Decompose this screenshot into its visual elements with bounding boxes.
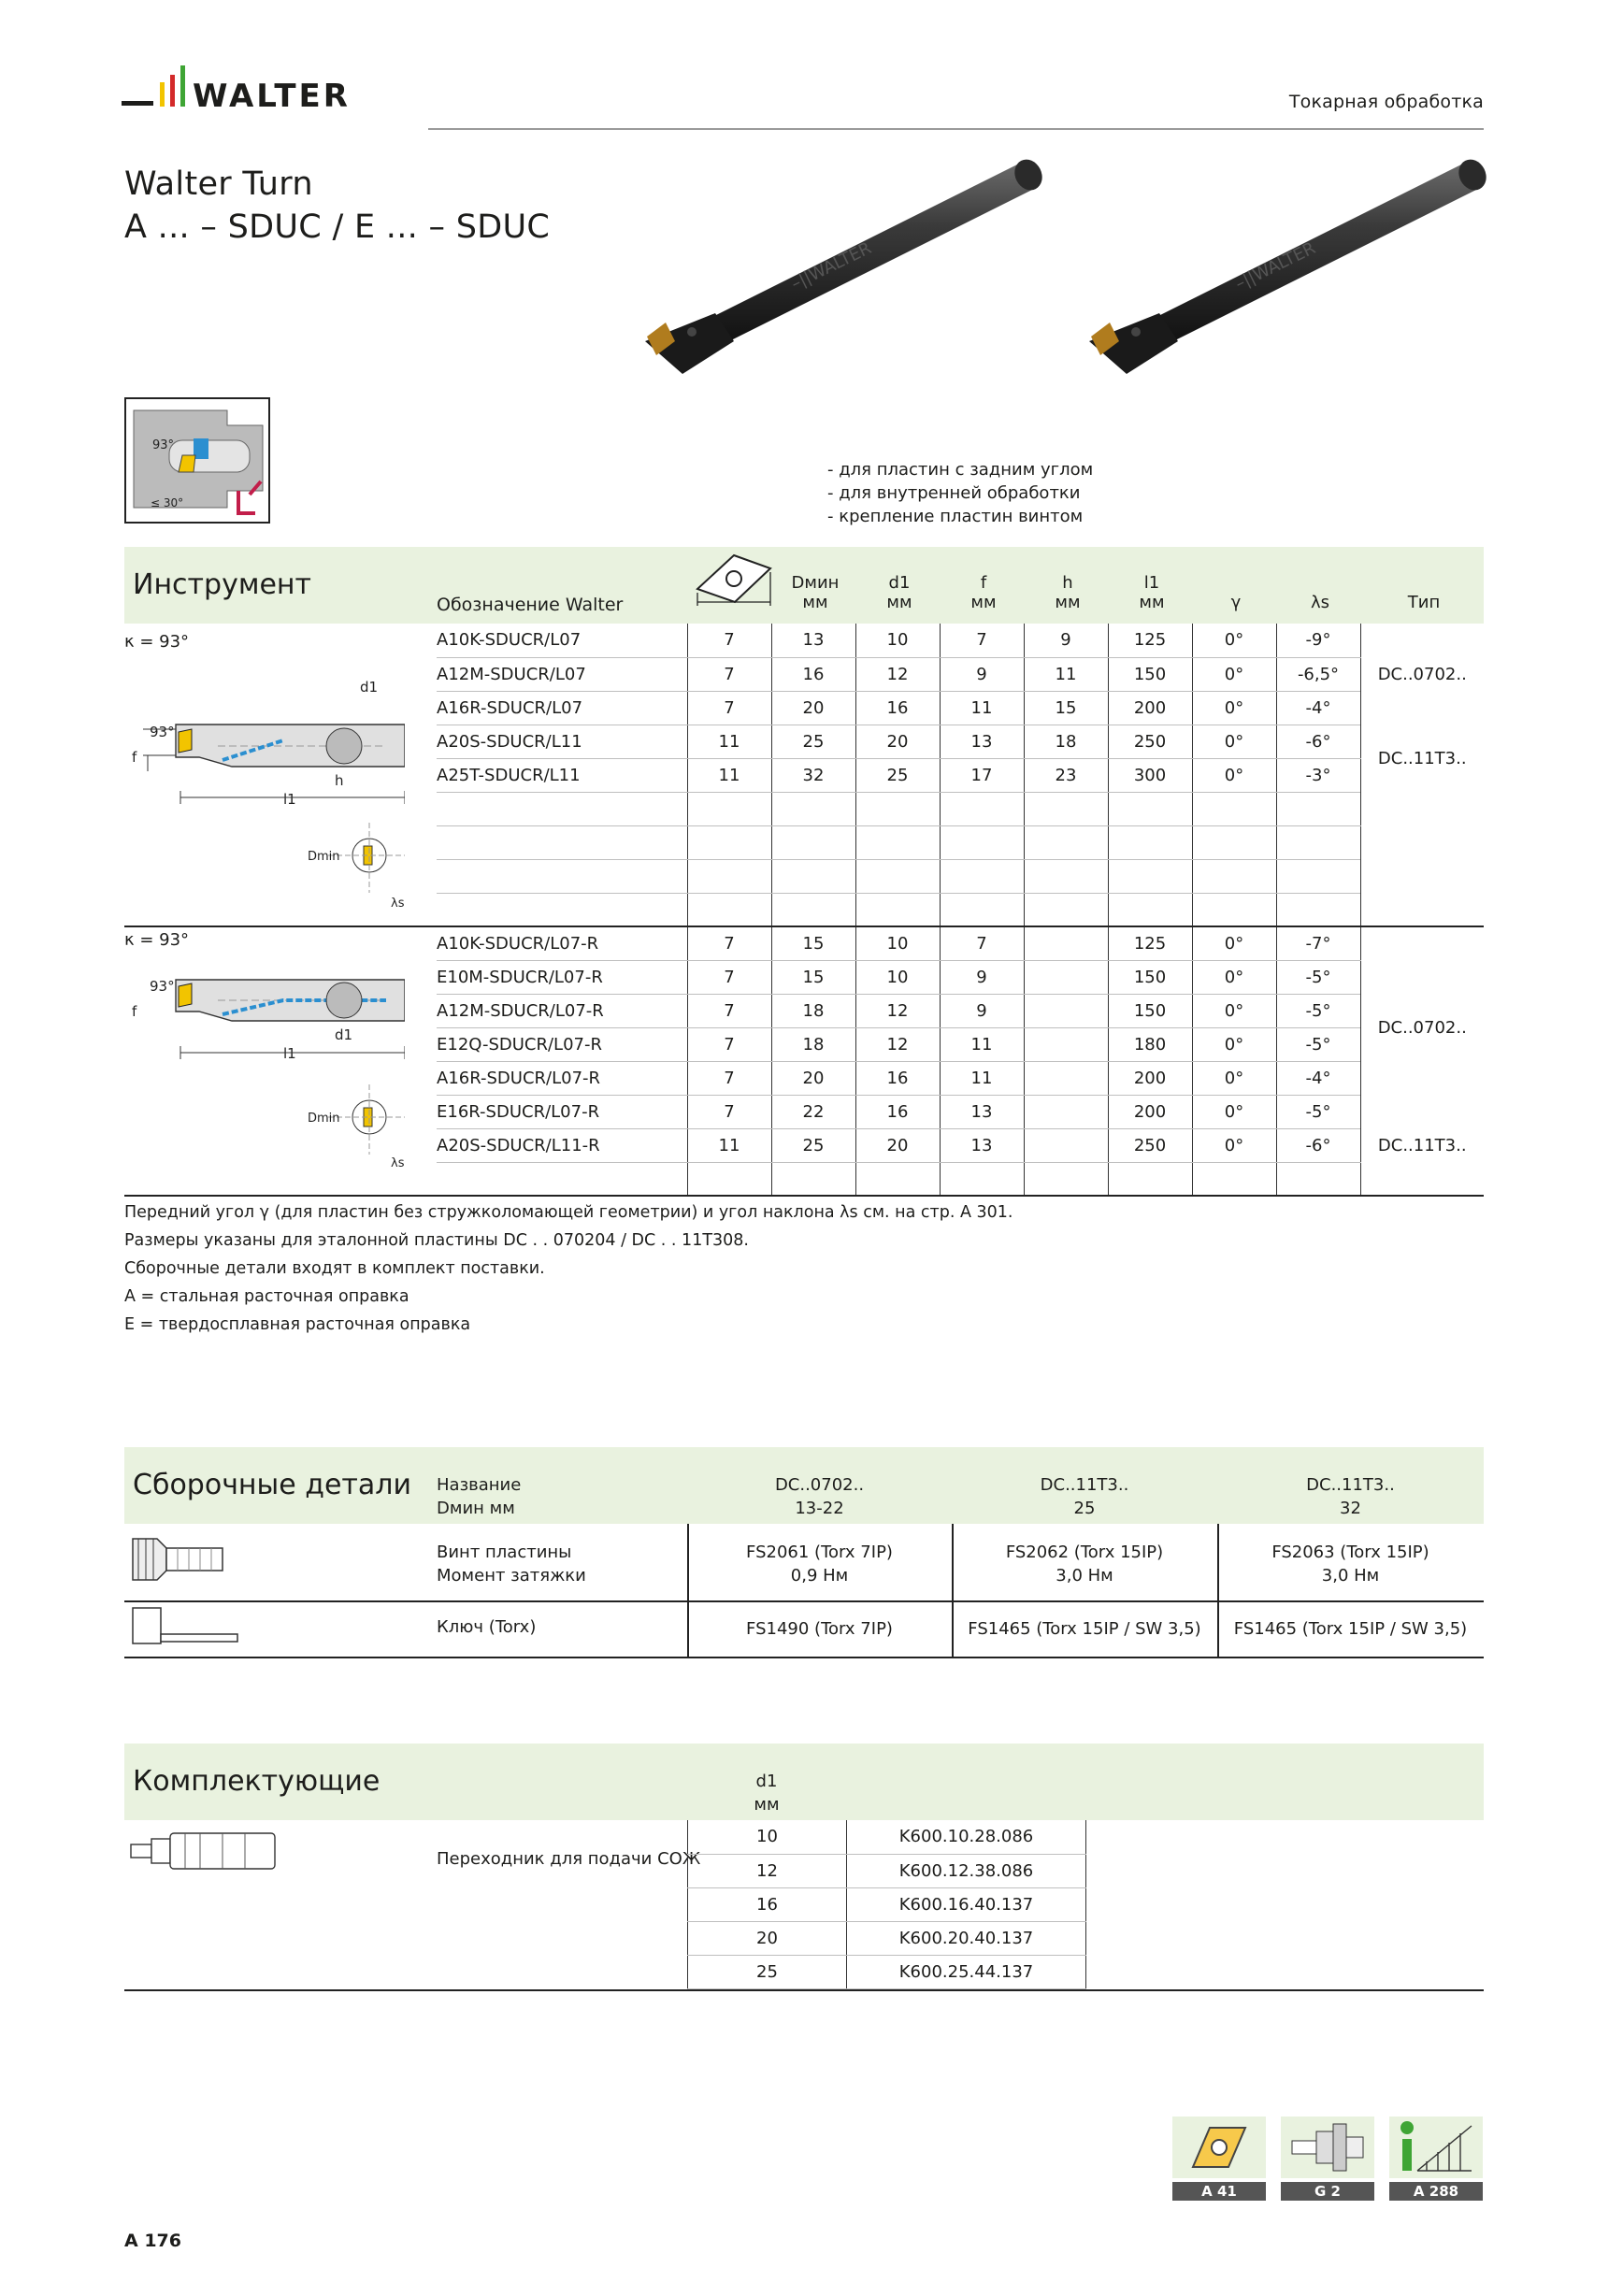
col-designation: Обозначение Walter bbox=[437, 595, 624, 615]
ins-cell bbox=[687, 859, 771, 893]
note-line: Размеры указаны для эталонной пластины DC . . 070204 / DC . . 11T308. bbox=[124, 1231, 749, 1250]
table-row bbox=[688, 1887, 1485, 1921]
designation-cell: A16R-SDUCR/L07-R bbox=[437, 1061, 687, 1095]
table-row bbox=[437, 825, 1484, 859]
f-cell: 13 bbox=[940, 725, 1024, 758]
l1-cell: 250 bbox=[1108, 1128, 1192, 1162]
insert-ref-icon bbox=[1172, 2117, 1266, 2178]
ls-cell: -9° bbox=[1276, 624, 1360, 657]
assembly-cell: 3,0 Нм bbox=[1321, 1566, 1380, 1586]
svg-text:–||WALTER: –||WALTER bbox=[1231, 237, 1319, 294]
h-cell: 18 bbox=[1024, 725, 1108, 758]
col-lambda: λs bbox=[1310, 593, 1330, 612]
dmin-cell: 18 bbox=[771, 994, 855, 1027]
designation-cell: E10M-SDUCR/L07-R bbox=[437, 960, 687, 994]
h-cell bbox=[1024, 1095, 1108, 1128]
l1-cell bbox=[1108, 893, 1192, 926]
dmin-cell: 15 bbox=[771, 926, 855, 960]
svg-text:93°: 93° bbox=[150, 724, 175, 740]
g-cell bbox=[1192, 792, 1276, 825]
note-line: Передний угол γ (для пластин без стружколомающей геометрии) и угол наклона λs см. на стр. А 301. bbox=[124, 1203, 1013, 1222]
designation-cell: A20S-SDUCR/L11 bbox=[437, 725, 687, 758]
svg-text:93°: 93° bbox=[152, 438, 175, 452]
h-cell bbox=[1024, 994, 1108, 1027]
instrument-table-group2 bbox=[437, 926, 1484, 1197]
dmin-cell bbox=[771, 859, 855, 893]
table-row bbox=[437, 1061, 1484, 1095]
page-number: A 176 bbox=[124, 2231, 181, 2251]
svg-text:Dmin: Dmin bbox=[308, 1112, 340, 1126]
table-bottom-rule bbox=[124, 1195, 1484, 1197]
f-cell: 7 bbox=[940, 624, 1024, 657]
assembly-col-type: DC..11T3.. bbox=[1306, 1475, 1395, 1495]
dmin-cell: 13 bbox=[771, 624, 855, 657]
tool-photo-steel-bar bbox=[626, 150, 1047, 383]
table-row bbox=[688, 1921, 1485, 1955]
ls-cell: -4° bbox=[1276, 691, 1360, 725]
l1-cell: 125 bbox=[1108, 624, 1192, 657]
dmin-cell bbox=[771, 1162, 855, 1196]
g-cell: 0° bbox=[1192, 994, 1276, 1027]
ls-cell: -5° bbox=[1276, 1095, 1360, 1128]
g-cell: 0° bbox=[1192, 1095, 1276, 1128]
f-cell: 9 bbox=[940, 960, 1024, 994]
l1-cell: 180 bbox=[1108, 1027, 1192, 1061]
g-cell bbox=[1192, 825, 1276, 859]
f-cell bbox=[940, 859, 1024, 893]
ls-cell bbox=[1276, 859, 1360, 893]
assembly-col-dmin: Dмин мм bbox=[437, 1499, 515, 1518]
d1-cell: 16 bbox=[688, 1887, 847, 1921]
g-cell: 0° bbox=[1192, 926, 1276, 960]
assembly-col-range: 25 bbox=[1073, 1499, 1096, 1518]
kappa-label-2: κ = 93° bbox=[124, 930, 190, 950]
dmin-cell bbox=[771, 893, 855, 926]
tool-photo-carbide-bar bbox=[1070, 150, 1491, 383]
svg-text:h: h bbox=[335, 772, 344, 789]
ref-info-icon[interactable] bbox=[1389, 2117, 1483, 2200]
svg-text:l1: l1 bbox=[283, 1045, 296, 1062]
l1-cell: 150 bbox=[1108, 657, 1192, 691]
feature-line: - крепление пластин винтом bbox=[827, 507, 1084, 526]
ls-cell: -6,5° bbox=[1276, 657, 1360, 691]
d1-cell bbox=[855, 1162, 940, 1196]
dmin-cell: 16 bbox=[771, 657, 855, 691]
svg-text:Dmin: Dmin bbox=[308, 850, 340, 864]
ls-cell: -6° bbox=[1276, 725, 1360, 758]
type-cell bbox=[1360, 792, 1484, 926]
blank-cell bbox=[1086, 1921, 1485, 1955]
feature-line: - для пластин с задним углом bbox=[827, 460, 1094, 480]
d1-cell bbox=[855, 893, 940, 926]
note-line: A = стальная расточная оправка bbox=[124, 1287, 409, 1306]
assembly-cell: FS1490 (Torx 7IP) bbox=[746, 1619, 893, 1639]
ls-cell bbox=[1276, 893, 1360, 926]
note-line: E = твердосплавная расточная оправка bbox=[124, 1315, 471, 1334]
g-cell: 0° bbox=[1192, 691, 1276, 725]
designation-cell: A10K-SDUCR/L07-R bbox=[437, 926, 687, 960]
dmin-cell: 25 bbox=[771, 725, 855, 758]
dmin-cell bbox=[771, 792, 855, 825]
table-row bbox=[437, 926, 1484, 960]
designation-cell: E12Q-SDUCR/L07-R bbox=[437, 1027, 687, 1061]
svg-text:–||WALTER: –||WALTER bbox=[787, 237, 875, 294]
ls-cell bbox=[1276, 792, 1360, 825]
designation-cell: A10K-SDUCR/L07 bbox=[437, 624, 687, 657]
assembly-col-type: DC..11T3.. bbox=[1040, 1475, 1129, 1495]
table-row bbox=[437, 1162, 1484, 1196]
svg-text:l1: l1 bbox=[283, 791, 296, 808]
ins-cell bbox=[687, 792, 771, 825]
ins-cell: 7 bbox=[687, 1061, 771, 1095]
table-row bbox=[437, 1128, 1484, 1162]
col-f-unit: мм bbox=[970, 593, 997, 612]
type-cell: DC..11T3.. bbox=[1360, 725, 1484, 792]
f-cell: 17 bbox=[940, 758, 1024, 792]
designation-cell: A12M-SDUCR/L07-R bbox=[437, 994, 687, 1027]
order-code-cell: K600.20.40.137 bbox=[847, 1921, 1086, 1955]
designation-cell bbox=[437, 859, 687, 893]
g-cell bbox=[1192, 859, 1276, 893]
col-f: f bbox=[980, 573, 987, 593]
type-cell: DC..0702.. bbox=[1360, 624, 1484, 725]
col-h-unit: мм bbox=[1055, 593, 1081, 612]
ins-cell: 11 bbox=[687, 758, 771, 792]
assembly-col-type: DC..0702.. bbox=[774, 1475, 865, 1495]
table-row bbox=[688, 1955, 1485, 1988]
g-cell: 0° bbox=[1192, 1128, 1276, 1162]
svg-text:WALTER: WALTER bbox=[193, 78, 351, 115]
blank-cell bbox=[1086, 1887, 1485, 1921]
designation-cell: A12M-SDUCR/L07 bbox=[437, 657, 687, 691]
l1-cell: 200 bbox=[1108, 1061, 1192, 1095]
g-cell: 0° bbox=[1192, 624, 1276, 657]
dmin-cell: 25 bbox=[771, 1128, 855, 1162]
h-cell bbox=[1024, 1027, 1108, 1061]
f-cell: 11 bbox=[940, 691, 1024, 725]
ls-cell: -5° bbox=[1276, 994, 1360, 1027]
ref-label: G 2 bbox=[1281, 2182, 1374, 2201]
l1-cell bbox=[1108, 825, 1192, 859]
f-cell: 9 bbox=[940, 657, 1024, 691]
dmin-cell: 18 bbox=[771, 1027, 855, 1061]
d1-cell: 25 bbox=[688, 1955, 847, 1988]
screw-icon bbox=[129, 1533, 232, 1586]
tool-drawing-group1 bbox=[124, 664, 405, 921]
ins-cell: 7 bbox=[687, 624, 771, 657]
tool-drawing-group2 bbox=[124, 963, 405, 1178]
g-cell: 0° bbox=[1192, 960, 1276, 994]
h-cell bbox=[1024, 893, 1108, 926]
svg-text:d1: d1 bbox=[360, 679, 379, 696]
d1-cell: 12 bbox=[688, 1854, 847, 1887]
svg-text:f: f bbox=[132, 749, 137, 766]
instrument-table-group1 bbox=[437, 624, 1484, 927]
svg-text:d1: d1 bbox=[335, 1026, 353, 1043]
instrument-title: Инструмент bbox=[133, 568, 312, 601]
d1-cell bbox=[855, 859, 940, 893]
designation-cell: A20S-SDUCR/L11-R bbox=[437, 1128, 687, 1162]
ref-insert-icon[interactable] bbox=[1172, 2117, 1266, 2200]
ls-cell: -5° bbox=[1276, 1027, 1360, 1061]
ins-cell: 7 bbox=[687, 1027, 771, 1061]
d1-cell: 12 bbox=[855, 1027, 940, 1061]
svg-text:≤ 30°: ≤ 30° bbox=[151, 496, 184, 509]
assembly-cell: FS2062 (Torx 15IP) bbox=[1005, 1543, 1164, 1562]
page-title-line1: Walter Turn bbox=[124, 165, 313, 203]
h-cell: 23 bbox=[1024, 758, 1108, 792]
h-cell bbox=[1024, 1128, 1108, 1162]
dmin-cell: 32 bbox=[771, 758, 855, 792]
ls-cell: -6° bbox=[1276, 1128, 1360, 1162]
l1-cell: 125 bbox=[1108, 926, 1192, 960]
info-ref-icon bbox=[1389, 2117, 1483, 2178]
f-cell: 11 bbox=[940, 1027, 1024, 1061]
h-cell: 9 bbox=[1024, 624, 1108, 657]
d1-cell: 20 bbox=[688, 1921, 847, 1955]
assembly-cell: FS2063 (Torx 15IP) bbox=[1271, 1543, 1429, 1562]
table-row bbox=[437, 725, 1484, 758]
dmin-cell: 15 bbox=[771, 960, 855, 994]
col-l1-unit: мм bbox=[1139, 593, 1165, 612]
table-row bbox=[688, 1854, 1485, 1887]
ins-cell: 7 bbox=[687, 657, 771, 691]
f-cell bbox=[940, 792, 1024, 825]
order-code-cell: K600.10.28.086 bbox=[847, 1820, 1086, 1854]
d1-cell: 20 bbox=[855, 1128, 940, 1162]
note-line: Сборочные детали входят в комплект поставки. bbox=[124, 1259, 545, 1278]
f-cell: 13 bbox=[940, 1095, 1024, 1128]
f-cell: 11 bbox=[940, 1061, 1024, 1095]
ins-cell bbox=[687, 893, 771, 926]
g-cell: 0° bbox=[1192, 1061, 1276, 1095]
designation-cell: A25T-SDUCR/L11 bbox=[437, 758, 687, 792]
d1-cell: 12 bbox=[855, 657, 940, 691]
ref-label: A 41 bbox=[1172, 2182, 1266, 2201]
h-cell bbox=[1024, 825, 1108, 859]
ref-holder-icon[interactable] bbox=[1281, 2117, 1374, 2200]
d1-cell: 25 bbox=[855, 758, 940, 792]
assembly-cell: 3,0 Нм bbox=[1056, 1566, 1113, 1586]
torx-key-icon bbox=[129, 1600, 241, 1653]
l1-cell: 150 bbox=[1108, 994, 1192, 1027]
h-cell bbox=[1024, 792, 1108, 825]
designation-cell: E16R-SDUCR/L07-R bbox=[437, 1095, 687, 1128]
h-cell bbox=[1024, 926, 1108, 960]
order-code-cell: K600.16.40.137 bbox=[847, 1887, 1086, 1921]
f-cell: 7 bbox=[940, 926, 1024, 960]
col-h: h bbox=[1062, 573, 1073, 593]
f-cell bbox=[940, 893, 1024, 926]
assembly-col-range: 32 bbox=[1340, 1499, 1361, 1518]
svg-text:λs: λs bbox=[391, 897, 405, 911]
h-cell bbox=[1024, 859, 1108, 893]
d1-cell: 10 bbox=[855, 960, 940, 994]
f-cell bbox=[940, 825, 1024, 859]
svg-text:f: f bbox=[132, 1003, 137, 1020]
ls-cell bbox=[1276, 825, 1360, 859]
g-cell bbox=[1192, 1162, 1276, 1196]
table-row bbox=[437, 960, 1484, 994]
table-row bbox=[688, 1820, 1485, 1854]
assembly-col-name: Название bbox=[437, 1475, 522, 1495]
d1-cell: 10 bbox=[855, 926, 940, 960]
group-separator bbox=[124, 926, 437, 927]
d1-cell: 10 bbox=[855, 624, 940, 657]
assembly-row-label: Ключ (Torx) bbox=[437, 1617, 537, 1637]
assembly-row-label: Момент затяжки bbox=[437, 1566, 586, 1586]
table-row bbox=[437, 691, 1484, 725]
accessories-label: Переходник для подачи СОЖ bbox=[437, 1849, 701, 1869]
f-cell: 9 bbox=[940, 994, 1024, 1027]
designation-cell bbox=[437, 1162, 687, 1196]
ins-cell: 7 bbox=[687, 691, 771, 725]
d1-cell bbox=[855, 825, 940, 859]
assembly-title: Сборочные детали bbox=[133, 1469, 411, 1501]
d1-cell: 16 bbox=[855, 1095, 940, 1128]
l1-cell bbox=[1108, 859, 1192, 893]
ins-cell: 11 bbox=[687, 1128, 771, 1162]
h-cell: 11 bbox=[1024, 657, 1108, 691]
table-row bbox=[437, 657, 1484, 691]
internal-boring-icon bbox=[124, 397, 270, 524]
h-cell bbox=[1024, 1162, 1108, 1196]
f-cell bbox=[940, 1162, 1024, 1196]
h-cell: 15 bbox=[1024, 691, 1108, 725]
col-l1: l1 bbox=[1143, 573, 1160, 593]
f-cell: 13 bbox=[940, 1128, 1024, 1162]
accessories-bottom-rule bbox=[124, 1989, 1484, 1991]
assembly-cell: FS2061 (Torx 7IP) bbox=[746, 1543, 893, 1562]
dmin-cell bbox=[771, 825, 855, 859]
l1-cell bbox=[1108, 792, 1192, 825]
g-cell: 0° bbox=[1192, 1027, 1276, 1061]
blank-cell bbox=[1086, 1854, 1485, 1887]
assembly-cell: FS1465 (Torx 15IP / SW 3,5) bbox=[1233, 1619, 1468, 1639]
l1-cell bbox=[1108, 1162, 1192, 1196]
col-gamma: γ bbox=[1230, 593, 1242, 612]
l1-cell: 250 bbox=[1108, 725, 1192, 758]
d1-cell: 12 bbox=[855, 994, 940, 1027]
col-type: Тип bbox=[1407, 593, 1441, 612]
walter-logo bbox=[122, 62, 402, 123]
svg-text:λs: λs bbox=[391, 1156, 405, 1170]
ls-cell: -3° bbox=[1276, 758, 1360, 792]
blank-cell bbox=[1086, 1955, 1485, 1988]
g-cell: 0° bbox=[1192, 758, 1276, 792]
coolant-adapter-icon bbox=[129, 1828, 279, 1874]
ref-label: A 288 bbox=[1389, 2182, 1483, 2201]
order-code-cell: K600.12.38.086 bbox=[847, 1854, 1086, 1887]
accessories-table bbox=[687, 1820, 1485, 1989]
section-title: Токарная обработка bbox=[1288, 92, 1484, 112]
ls-cell: -4° bbox=[1276, 1061, 1360, 1095]
assembly-cell: 0,9 Нм bbox=[790, 1566, 849, 1586]
assembly-row-label: Винт пластины bbox=[437, 1543, 572, 1562]
table-row bbox=[437, 758, 1484, 792]
table-row bbox=[437, 624, 1484, 657]
d1-cell: 20 bbox=[855, 725, 940, 758]
l1-cell: 300 bbox=[1108, 758, 1192, 792]
ins-cell bbox=[687, 825, 771, 859]
toolholder-ref-icon bbox=[1281, 2117, 1374, 2178]
col-dmin-unit: мм bbox=[802, 593, 828, 612]
insert-shape-icon bbox=[692, 552, 776, 610]
table-row bbox=[437, 893, 1484, 926]
ls-cell bbox=[1276, 1162, 1360, 1196]
ins-cell: 7 bbox=[687, 1095, 771, 1128]
l1-cell: 200 bbox=[1108, 1095, 1192, 1128]
accessories-title: Комплектующие bbox=[133, 1765, 381, 1798]
col-d1-unit: мм bbox=[886, 593, 912, 612]
ins-cell: 11 bbox=[687, 725, 771, 758]
dmin-cell: 22 bbox=[771, 1095, 855, 1128]
ins-cell bbox=[687, 1162, 771, 1196]
d1-cell: 16 bbox=[855, 691, 940, 725]
table-row bbox=[437, 1095, 1484, 1128]
table-row bbox=[437, 792, 1484, 825]
blank-cell bbox=[1086, 1820, 1485, 1854]
kappa-label: κ = 93° bbox=[124, 632, 190, 652]
designation-cell bbox=[437, 893, 687, 926]
dmin-cell: 20 bbox=[771, 691, 855, 725]
d1-cell bbox=[855, 792, 940, 825]
svg-text:93°: 93° bbox=[150, 978, 175, 995]
ins-cell: 7 bbox=[687, 994, 771, 1027]
table-row bbox=[437, 859, 1484, 893]
accessories-col-d1: d1 bbox=[755, 1772, 778, 1791]
order-code-cell: K600.25.44.137 bbox=[847, 1955, 1086, 1988]
g-cell: 0° bbox=[1192, 657, 1276, 691]
assembly-cell: FS1465 (Torx 15IP / SW 3,5) bbox=[968, 1619, 1201, 1639]
designation-cell bbox=[437, 792, 687, 825]
l1-cell: 150 bbox=[1108, 960, 1192, 994]
designation-cell bbox=[437, 825, 687, 859]
dmin-cell: 20 bbox=[771, 1061, 855, 1095]
type-cell: DC..11T3.. bbox=[1360, 1128, 1484, 1162]
g-cell bbox=[1192, 893, 1276, 926]
ls-cell: -7° bbox=[1276, 926, 1360, 960]
header-divider bbox=[428, 128, 1484, 130]
h-cell bbox=[1024, 960, 1108, 994]
ins-cell: 7 bbox=[687, 926, 771, 960]
ls-cell: -5° bbox=[1276, 960, 1360, 994]
accessories-col-unit: мм bbox=[754, 1795, 780, 1815]
ins-cell: 7 bbox=[687, 960, 771, 994]
table-row bbox=[437, 1027, 1484, 1061]
col-dmin: Dмин bbox=[791, 573, 840, 593]
h-cell bbox=[1024, 1061, 1108, 1095]
l1-cell: 200 bbox=[1108, 691, 1192, 725]
page-title-line2: A ... – SDUC / E ... – SDUC bbox=[124, 208, 551, 246]
type-cell: DC..0702.. bbox=[1360, 926, 1484, 1128]
table-row bbox=[437, 994, 1484, 1027]
assembly-col-range: 13-22 bbox=[795, 1499, 844, 1518]
d1-cell: 16 bbox=[855, 1061, 940, 1095]
designation-cell: A16R-SDUCR/L07 bbox=[437, 691, 687, 725]
type-cell bbox=[1360, 1162, 1484, 1196]
g-cell: 0° bbox=[1192, 725, 1276, 758]
d1-cell: 10 bbox=[688, 1820, 847, 1854]
col-d1: d1 bbox=[888, 573, 911, 593]
feature-line: - для внутренней обработки bbox=[827, 483, 1081, 503]
